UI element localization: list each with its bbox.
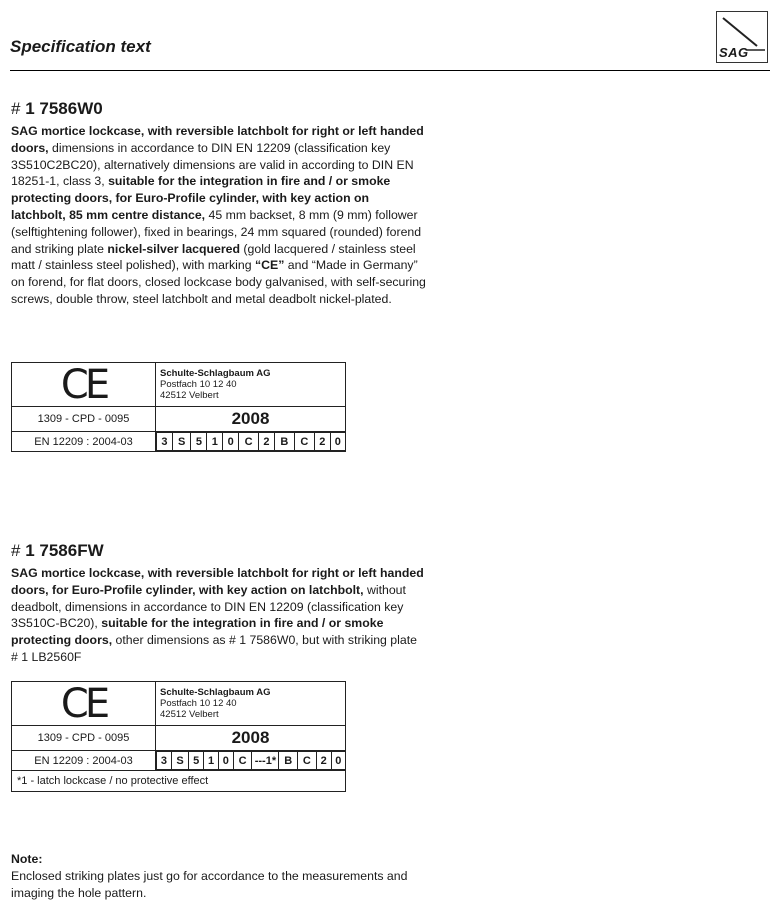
key-cell: 1 — [204, 752, 219, 770]
key-cell: B — [279, 752, 298, 770]
sag-logo-text: SAG — [719, 45, 749, 60]
key-cell: 0 — [223, 433, 239, 451]
page-title: Specification text — [10, 37, 151, 56]
ce-certificate-table-1 — [11, 362, 346, 452]
note-text: Enclosed striking plates just go for accordance to the measurements and imaging the hole pattern. — [11, 869, 408, 900]
key-cell: ---1* — [252, 752, 279, 770]
ce-mark-icon: CE — [60, 361, 107, 408]
key-cell: 3 — [157, 752, 172, 770]
key-cell: B — [274, 433, 294, 451]
standard-number: EN 12209 : 2004-03 — [12, 751, 156, 771]
product-description — [11, 565, 426, 666]
cert-footnote: *1 - latch lockcase / no protective effect — [12, 771, 346, 792]
cpd-number: 1309 - CPD - 0095 — [12, 726, 156, 751]
product-hash: # — [11, 541, 21, 560]
product-section-2 — [11, 541, 426, 666]
key-cell: 3 — [157, 433, 173, 451]
ce-mark-cell — [12, 363, 156, 407]
key-cell: 5 — [191, 433, 207, 451]
key-cell: S — [171, 752, 188, 770]
classification-key — [156, 432, 346, 452]
product-heading — [11, 541, 426, 561]
cert-year: 2008 — [156, 407, 346, 432]
key-cell: 2 — [314, 433, 330, 451]
description-segment: other dimensions as # 1 7586W0, but with striking plate # 1 LB2560F — [11, 633, 417, 664]
product-description — [11, 123, 426, 308]
city: 42512 Velbert — [160, 390, 219, 401]
key-cell: C — [233, 752, 252, 770]
manufacturer-address — [156, 682, 346, 726]
description-segment: SAG mortice lockcase, with reversible latchbolt for right or left handed doors, for Euro-Profile cylinder, with key action on latchbolt, — [11, 566, 424, 597]
cpd-number: 1309 - CPD - 0095 — [12, 407, 156, 432]
company-name: Schulte-Schlagbaum AG — [160, 368, 271, 379]
key-cell: 0 — [331, 752, 345, 770]
description-segment: (gold lacquered / stainless steel matt / stainless steel polished), with marking — [11, 241, 416, 273]
product-number: 1 7586W0 — [25, 99, 103, 118]
company-name: Schulte-Schlagbaum AG — [160, 687, 271, 698]
postfach: Postfach 10 12 40 — [160, 698, 237, 709]
key-cell: 2 — [316, 752, 331, 770]
manufacturer-address — [156, 363, 346, 407]
description-segment: “CE” — [255, 258, 285, 273]
note-block — [11, 851, 431, 902]
key-cell: 2 — [259, 433, 275, 451]
product-section-1 — [11, 99, 426, 308]
standard-number: EN 12209 : 2004-03 — [12, 432, 156, 452]
product-heading — [11, 99, 426, 119]
description-segment: 45 mm backset, 8 mm (9 mm) follower (selftightening follower), fixed in bearings, 24 mm squared (rounded) forend and striking plate — [11, 207, 422, 256]
key-cell: C — [294, 433, 314, 451]
key-cell: 0 — [330, 433, 345, 451]
key-cell: 5 — [189, 752, 204, 770]
key-cell: S — [172, 433, 191, 451]
ce-certificate-table-2 — [11, 681, 346, 792]
description-segment: suitable for the integration in fire and / or smoke protecting doors, — [11, 616, 384, 648]
header-divider — [10, 70, 770, 71]
key-cell: 0 — [218, 752, 233, 770]
key-cell: C — [239, 433, 259, 451]
description-segment: dimensions in accordance to DIN EN 12209 (classification key 3S510C2BC20), alternatively dimensions are valid in according to DIN EN 18251-1, class 3, — [11, 140, 414, 189]
description-segment: nickel-silver lacquered — [107, 241, 240, 256]
product-hash: # — [11, 99, 21, 118]
sag-logo — [716, 11, 768, 63]
ce-mark-cell — [12, 682, 156, 726]
key-cell: 1 — [207, 433, 223, 451]
key-cell: C — [298, 752, 317, 770]
product-number: 1 7586FW — [25, 541, 104, 560]
classification-key — [156, 751, 346, 771]
city: 42512 Velbert — [160, 709, 219, 720]
postfach: Postfach 10 12 40 — [160, 379, 237, 390]
cert-year: 2008 — [156, 726, 346, 751]
note-title: Note: — [11, 852, 43, 866]
description-segment: and “Made in Germany” on forend, for flat doors, closed lockcase body galvanised, with self-securing screws, double throw, steel latchbolt and metal deadbolt nickel-plated. — [11, 258, 426, 306]
description-segment: suitable for the integration in fire and / or smoke protecting doors, for Euro-Profile cylinder, with key action on latchbolt, 85 mm centre distance, — [11, 174, 391, 222]
ce-mark-icon: CE — [60, 680, 107, 727]
description-segment: SAG mortice lockcase, with reversible latchbolt for right or left handed doors, — [11, 124, 424, 155]
description-segment: without deadbolt, dimensions in accordance to DIN EN 12209 (classification key 3S510C-BC20), — [11, 582, 406, 631]
